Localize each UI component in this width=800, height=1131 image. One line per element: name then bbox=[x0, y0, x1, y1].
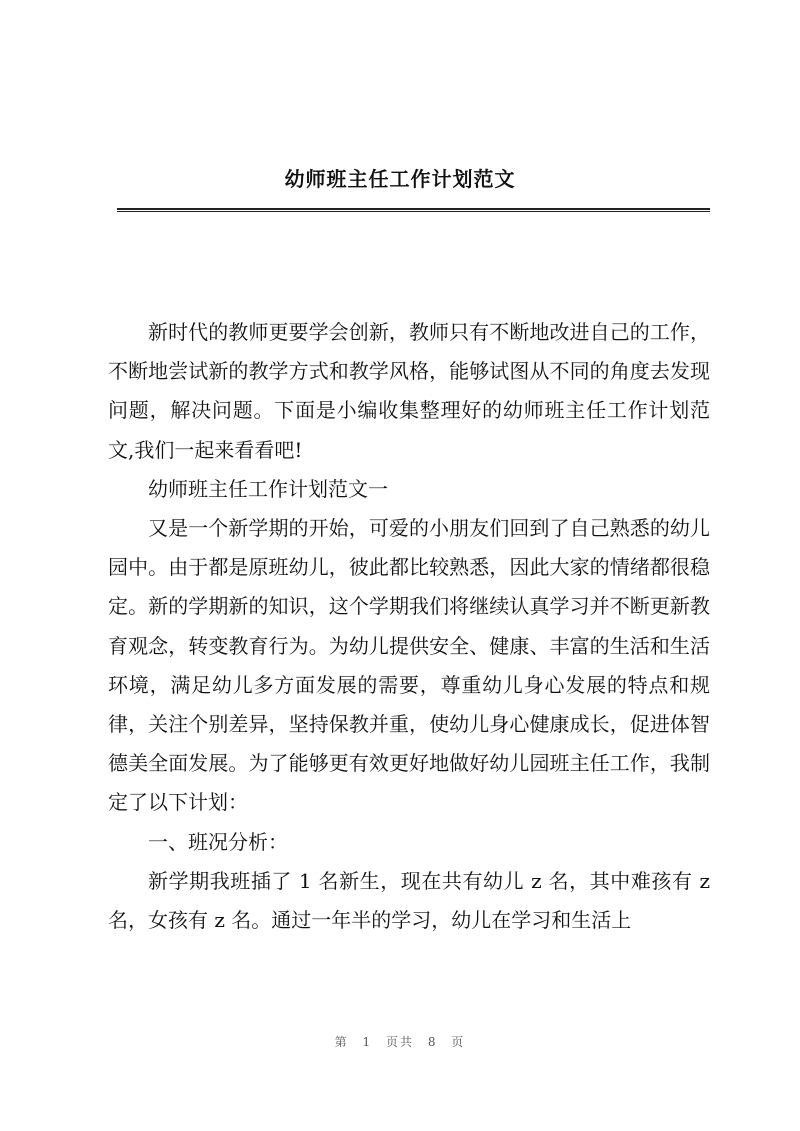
body-paragraph: 又是一个新学期的开始，可爱的小朋友们回到了自己熟悉的幼儿园中。由于都是原班幼儿，彼此都比较熟悉，因此大家的情绪都很稳定。新的学期新的知识，这个学期我们将继续认真学习并不断更新教育观念，转变教育行为。为幼儿提供安全、健康、丰富的生活和生活环境，满足幼儿多方面发展的需要，尊重幼儿身心发展的特点和规律，关注个别差异，坚持保教并重，使幼儿身心健康成长，促进体智德美全面发展。为了能够更有效更好地做好幼儿园班主任工作，我制定了以下计划： bbox=[108, 516, 710, 815]
title-divider bbox=[117, 208, 710, 212]
footer-page-number: 1 bbox=[362, 1035, 373, 1049]
intro-paragraph: 新时代的教师更要学会创新，教师只有不断地改进自己的工作，不断地尝试新的教学方式和教学风格，能够试图从不同的角度去发现问题，解决问题。下面是小编收集整理好的幼师班主任工作计划范文,我们一起来看看吧! bbox=[108, 320, 710, 462]
footer-page-label: 第 bbox=[334, 1035, 349, 1049]
section-heading: 幼师班主任工作计划范文一 bbox=[148, 476, 388, 501]
page-footer bbox=[0, 1033, 800, 1050]
footer-page-of: 页共 bbox=[385, 1035, 414, 1049]
subsection-heading: 一、班况分析： bbox=[148, 829, 288, 854]
document-body bbox=[108, 313, 710, 940]
body-paragraph: 新学期我班插了 1 名新生，现在共有幼儿 z 名，其中难孩有 z 名，女孩有 z 名。通过一年半的学习，幼儿在学习和生活上 bbox=[108, 868, 710, 933]
document-title: 幼师班主任工作计划范文 bbox=[284, 167, 516, 191]
footer-page-total: 8 bbox=[427, 1035, 438, 1049]
footer-page-suffix: 页 bbox=[451, 1035, 466, 1049]
